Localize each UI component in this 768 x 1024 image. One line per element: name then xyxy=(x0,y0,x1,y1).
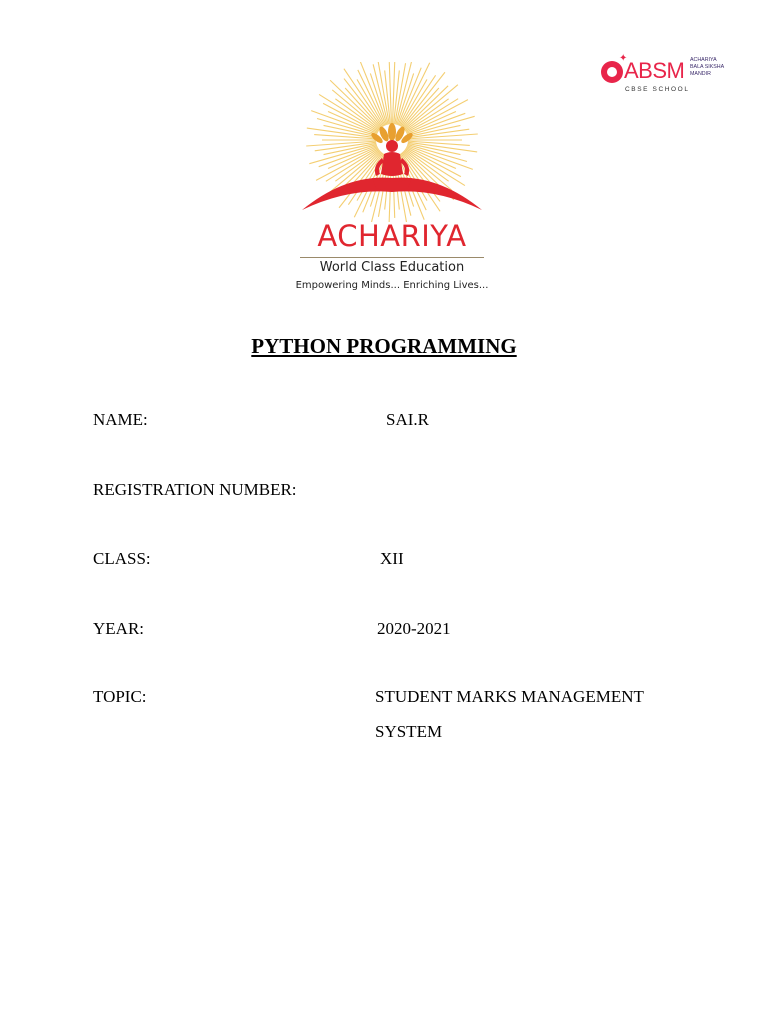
absm-logo xyxy=(598,54,738,98)
logo-divider xyxy=(300,257,484,258)
absm-line-1: ACHARIYA xyxy=(690,57,717,63)
acharya-tagline: World Class Education xyxy=(319,260,465,275)
acharya-slogan: Empowering Minds... Enriching Lives... xyxy=(295,280,489,291)
absm-emblem-inner xyxy=(607,67,617,77)
year-value: 2020-2021 xyxy=(377,619,451,638)
absm-line-2: BALA SIKSHA xyxy=(690,64,725,70)
sun-ray xyxy=(330,80,380,129)
sun-ray xyxy=(402,153,440,202)
absm-line-3: MANDIR xyxy=(690,71,711,77)
acharya-name: ACHARIYA xyxy=(317,219,467,253)
absm-subtitle: CBSE SCHOOL xyxy=(625,86,690,93)
class-label: CLASS: xyxy=(93,549,151,568)
year-label: YEAR: xyxy=(93,619,144,638)
topic-value: STUDENT MARKS MANAGEMENT SYSTEM xyxy=(375,687,644,741)
acharya-logo xyxy=(276,62,508,300)
name-value: SAI.R xyxy=(386,410,429,429)
meditating-figure-icon xyxy=(302,140,482,210)
document-title: PYTHON PROGRAMMING xyxy=(251,334,517,358)
spark-icon: ✦ xyxy=(619,53,628,64)
absm-mark: ABSM xyxy=(624,58,685,83)
topic-label: TOPIC: xyxy=(93,687,147,706)
sunburst-icon xyxy=(276,62,508,222)
absm-full-name xyxy=(690,57,738,78)
name-label: NAME: xyxy=(93,410,148,429)
class-value: XII xyxy=(380,549,404,568)
registration-label: REGISTRATION NUMBER: xyxy=(93,480,297,499)
sun-ray xyxy=(344,79,382,128)
